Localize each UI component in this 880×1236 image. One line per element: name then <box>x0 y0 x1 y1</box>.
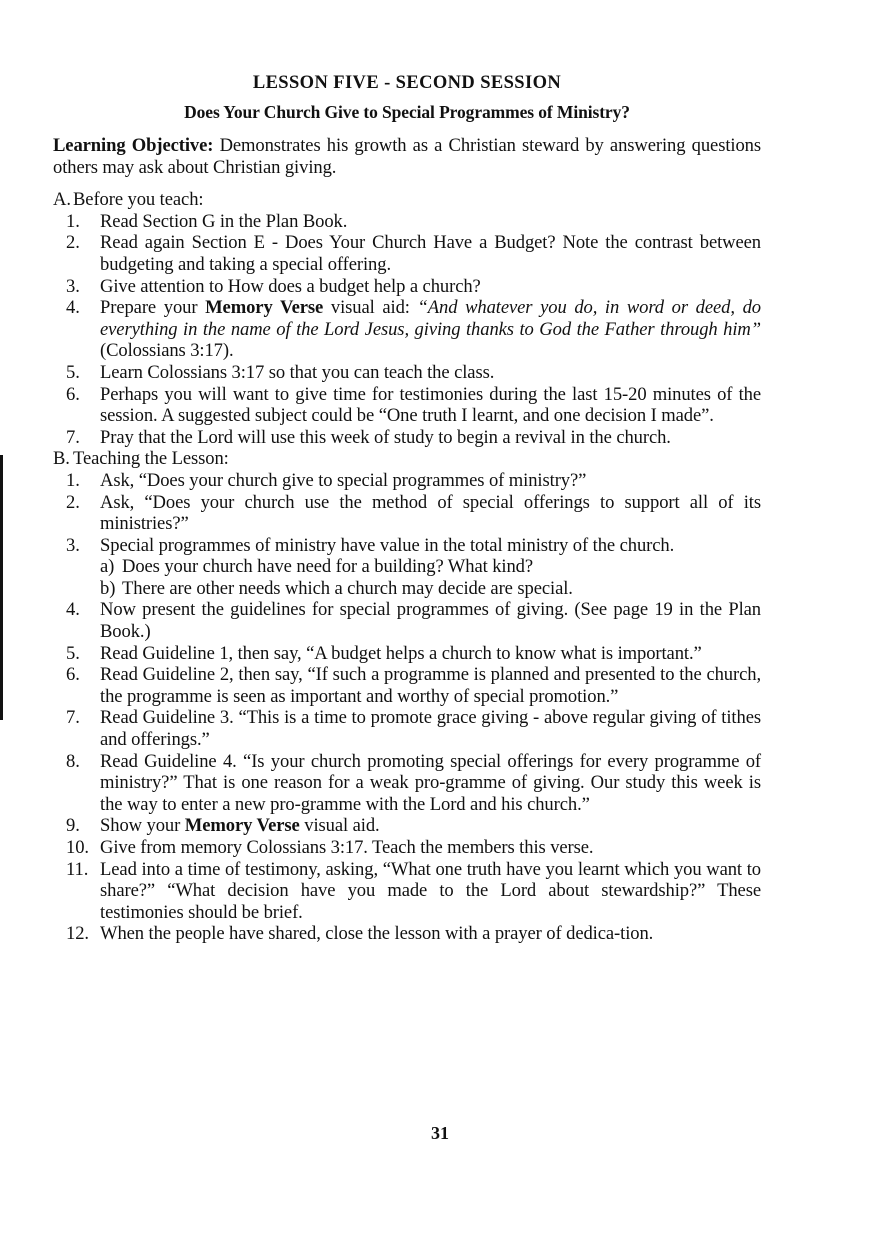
list-item: 2. Ask, “Does your church use the method of special offerings to support all of its ministries?” <box>66 491 761 535</box>
memory-verse-label: Memory Verse <box>184 815 300 837</box>
list-item: 3. Special programmes of ministry have value in the total ministry of the church. a) Does your church have need for a building? What kind? b) There are other needs which a church may decide are special. <box>53 535 761 600</box>
sub-item: a) Does your church have need for a building? What kind? <box>100 556 534 578</box>
memory-verse-label: Memory Verse <box>205 297 324 319</box>
list-item: 7. Pray that the Lord will use this week of study to begin a revival in the church. <box>66 426 671 448</box>
lesson-subtitle: Does Your Church Give to Special Programmes of Ministry? <box>184 102 630 122</box>
memory-verse-quote: “And whatever you do, in word or deed, do everything in the name of the Lord Jesus, giving thanks to God the Father through him” <box>100 297 761 340</box>
page-number: 31 <box>431 1123 449 1143</box>
list-item: 3. Give attention to How does a budget help a church? <box>66 275 481 297</box>
list-item: 11. Lead into a time of testimony, asking, “What one truth have you learnt which you want to share?” “What decision have you made to the Lord about stewardship?” These testimonies should be brief. <box>66 858 761 923</box>
list-item: 2. Read again Section E - Does Your Church Have a Budget? Note the contrast between budgeting and taking a special offering. <box>66 232 761 275</box>
list-item: 6. Perhaps you will want to give time for testimonies during the last 15-20 minutes of the session. A suggested subject could be “One truth I learnt, and one decision I made”. <box>66 383 761 427</box>
list-item: 9. Show your Memory Verse visual aid. <box>66 815 380 837</box>
list-item: 12. When the people have shared, close the lesson with a prayer of dedica-tion. <box>66 923 654 945</box>
list-item: 5. Read Guideline 1, then say, “A budget helps a church to know what is important.” <box>66 642 702 664</box>
learning-objective <box>53 135 761 178</box>
list-item: 4. Now present the guidelines for special programmes of giving. (See page 19 in the Plan Book.) <box>66 599 761 643</box>
list-item: 6. Read Guideline 2, then say, “If such a programme is planned and presented to the church, the programme is seen as important and worthy of special promotion.” <box>66 664 761 707</box>
sub-item: b) There are other needs which a church may decide are special. <box>100 577 573 599</box>
list-item: 10. Give from memory Colossians 3:17. Teach the members this verse. <box>66 837 594 858</box>
scan-edge-line <box>0 455 3 720</box>
section-teaching-the-lesson <box>53 448 761 945</box>
objective-text: Demonstrates his growth as a Christian steward by answering questions others may ask about Christian giving. <box>53 135 762 178</box>
list-item: 1. Ask, “Does your church give to special programmes of ministry?” <box>66 469 587 491</box>
section-a-heading: A. Before you teach: <box>53 189 204 211</box>
section-before-you-teach <box>53 189 761 448</box>
section-b-list <box>53 470 761 945</box>
list-item: 4. Prepare your Memory Verse visual aid: “And whatever you do, in word or deed, do everything in the name of the Lord Jesus, giving thanks to God the Father through him” (Colossians 3:17). <box>66 297 761 362</box>
section-a-list <box>53 211 761 449</box>
list-item: 5. Learn Colossians 3:17 so that you can teach the class. <box>66 361 495 383</box>
section-b-heading: B. Teaching the Lesson: <box>53 448 229 470</box>
lesson-title: LESSON FIVE - SECOND SESSION <box>252 73 562 93</box>
document-page <box>53 72 761 945</box>
list-item: 1. Read Section G in the Plan Book. <box>66 210 348 232</box>
list-item: 8. Read Guideline 4. “Is your church promoting special offerings for every programme of ministry?” That is one reason for a weak pro-gramme of giving. Our study this week is the way to enter a new pro-gramme with the Lord and his church.” <box>66 750 761 815</box>
list-item: 7. Read Guideline 3. “This is a time to promote grace giving - above regular giving of tithes and offerings.” <box>66 707 761 751</box>
objective-label: Learning Objective: <box>53 135 214 156</box>
